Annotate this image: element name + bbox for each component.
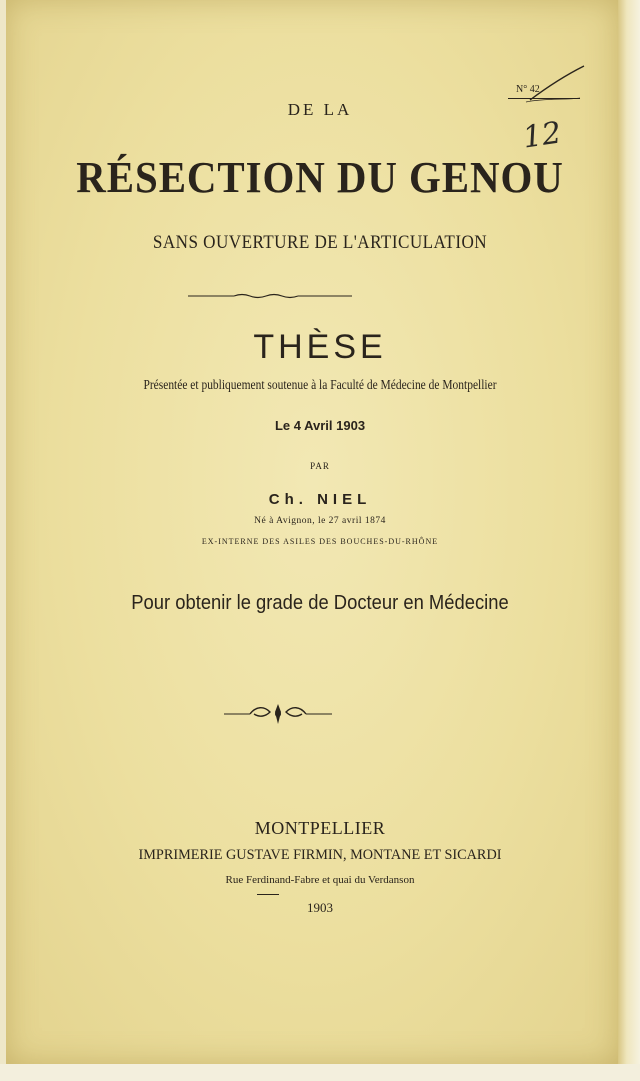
year-divider: [257, 894, 279, 895]
title-divider-ornament: [188, 293, 352, 299]
these-heading: THÈSE: [253, 328, 387, 366]
imprint-address: Rue Ferdinand-Fabre et quai du Verdanson: [225, 874, 415, 886]
handwritten-number: 12: [520, 115, 564, 156]
center-ornament: [224, 702, 332, 726]
thesis-title: RÉSECTION DU GENOU: [76, 153, 564, 202]
imprint-city: MONTPELLIER: [254, 818, 386, 838]
catalog-number: N° 42: [516, 84, 540, 95]
par-label: PAR: [310, 461, 330, 471]
author-title: EX-INTERNE DES ASILES DES BOUCHES-DU-RHÔNE: [201, 537, 439, 546]
thesis-subtitle: SANS OUVERTURE DE L'ARTICULATION: [152, 232, 488, 253]
imprint-year: 1903: [307, 900, 333, 915]
degree-purpose: Pour obtenir le grade de Docteur en Médecine: [131, 592, 509, 614]
author-name: Ch. NIEL: [268, 491, 372, 508]
defense-date: Le 4 Avril 1903: [274, 418, 366, 433]
pre-title: DE LA: [287, 100, 353, 119]
imprint-printer: IMPRIMERIE GUSTAVE FIRMIN, MONTANE ET SICARDI: [138, 847, 502, 863]
catalog-slash-mark: [524, 64, 588, 104]
bottom-strip: [0, 1064, 640, 1081]
presentation-line: Présentée et publiquement soutenue à la Faculté de Médecine de Montpellier: [143, 377, 497, 392]
author-birth: Né à Avignon, le 27 avril 1874: [254, 516, 386, 526]
